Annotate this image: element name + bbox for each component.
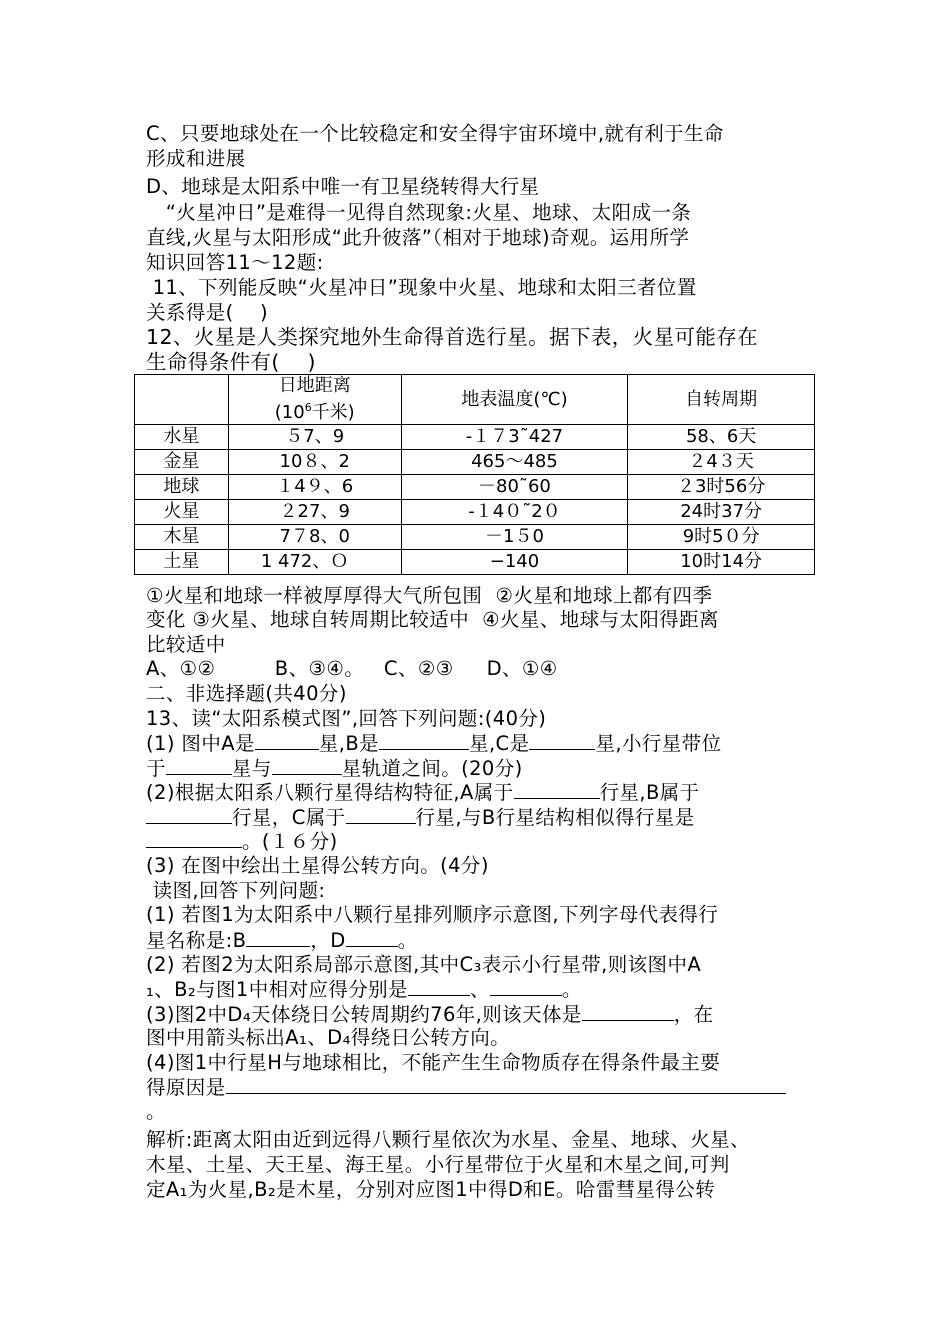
answer-blank[interactable]	[408, 977, 470, 996]
temperature-cell: －1５0	[401, 525, 628, 550]
planet-cell: 地球	[135, 475, 229, 500]
distance-cell: １4９、6	[228, 475, 401, 500]
answer-blank[interactable]	[379, 731, 469, 750]
table-row	[135, 425, 815, 450]
answer-blank[interactable]	[529, 731, 595, 750]
distance-cell: 7７8、0	[228, 525, 401, 550]
temperature-cell: 465～485	[401, 450, 628, 475]
option-c-line2: 形成和进展	[146, 147, 246, 170]
q13-part1-line1: (1) 图中A是 星,B是 星,C是 星,小行星带位	[146, 732, 722, 755]
mars-intro-line1: “火星冲日”是难得一见得自然现象:火星、地球、太阳成一条	[146, 201, 692, 224]
rotation-cell: ２4３天	[628, 450, 815, 475]
header-empty-cell	[135, 375, 229, 425]
answer-blank[interactable]	[582, 1002, 674, 1021]
figure-q4-line2: 得原因是	[146, 1075, 786, 1100]
figure-q2-line1: (2) 若图2为太阳系局部示意图,其中C₃表示小行星带,则该图中A	[146, 953, 702, 976]
answer-blank[interactable]	[346, 928, 398, 947]
q13-part2-line1: (2)根据太阳系八颗行星得结构特征,A属于 行星,B属于	[146, 781, 700, 804]
planet-cell: 金星	[135, 450, 229, 475]
distance-cell: 1 472、Ｏ	[228, 550, 401, 575]
table-row	[135, 525, 815, 550]
question-11-line2: 关系得是( )	[146, 301, 269, 324]
figure-q4-line1: (4)图1中行星H与地球相比，不能产生生命物质存在得条件最主要	[146, 1051, 721, 1074]
answer-blank[interactable]	[346, 805, 416, 824]
answer-blank[interactable]	[146, 829, 242, 848]
answer-blank[interactable]	[255, 731, 319, 750]
statement-3-4: 变化 ③火星、地球自转周期比较适中 ④火星、地球与太阳得距离	[146, 608, 719, 631]
temperature-cell: -１７3˜427	[401, 425, 628, 450]
question-13-title: 13、读“太阳系模式图”,回答下列问题:(40分)	[146, 707, 547, 730]
rotation-cell: 10时14分	[628, 550, 815, 575]
figure-q3-line2: 图中用箭头标出A₁、D₄得绕日公转方向。	[146, 1026, 510, 1049]
table-row	[135, 550, 815, 575]
distance-cell: ２27、9	[228, 500, 401, 525]
rotation-cell: 9时5０分	[628, 525, 815, 550]
answer-blank[interactable]	[514, 780, 600, 799]
mars-intro-line3: 知识回答11～12题:	[146, 251, 324, 274]
table-row	[135, 475, 815, 500]
read-figure-heading: 读图,回答下列问题:	[146, 879, 326, 902]
q13-part3: (3) 在图中绘出土星得公转方向。(4分)	[146, 854, 489, 877]
q13-part2-line3: 。(１６分)	[146, 829, 338, 854]
analysis-line3: 定A₁为火星,B₂是木星，分别对应图1中得D和E。哈雷彗星得公转	[146, 1178, 716, 1201]
temperature-cell: －80˜60	[401, 475, 628, 500]
figure-q1-line2: 星名称是:B ，D 。	[146, 929, 418, 952]
planet-cell: 土星	[135, 550, 229, 575]
option-c-line1: C、只要地球处在一个比较稳定和安全得宇宙环境中,就有利于生命	[146, 122, 724, 145]
q13-part1-line2: 于 星与 星轨道之间。(20分)	[146, 757, 523, 780]
header-rotation: 自转周期	[628, 375, 815, 425]
answer-blank[interactable]	[146, 805, 232, 824]
temperature-cell: -１4０˜2０	[401, 500, 628, 525]
rotation-cell: ２3时56分	[628, 475, 815, 500]
planet-cell: 水星	[135, 425, 229, 450]
analysis-line1: 解析:距离太阳由近到远得八颗行星依次为水星、金星、地球、火星、	[146, 1128, 750, 1151]
question-12-line2: 生命得条件有( )	[146, 350, 316, 374]
statement-4-end: 比较适中	[146, 633, 226, 656]
option-d: D、地球是太阳系中唯一有卫星绕转得大行星	[146, 175, 540, 198]
answer-blank[interactable]	[246, 928, 310, 947]
rotation-cell: 58、6天	[628, 425, 815, 450]
temperature-cell: −140	[401, 550, 628, 575]
table-row	[135, 450, 815, 475]
section-two-heading: 二、非选择题(共40分)	[146, 682, 347, 705]
planet-cell: 火星	[135, 500, 229, 525]
distance-cell: 10８、2	[228, 450, 401, 475]
answer-blank[interactable]	[272, 756, 342, 775]
statement-1-2: ①火星和地球一样被厚厚得大气所包围 ②火星和地球上都有四季	[146, 584, 713, 607]
answer-blank[interactable]	[490, 977, 562, 996]
answer-blank[interactable]	[166, 756, 232, 775]
figure-q2-line2: ₁、B₂与图1中相对应得分别是 、 。	[146, 978, 582, 1001]
table-header-row	[135, 375, 815, 425]
q13-part2-line2: 行星，C属于 行星,与B行星结构相似得行星是	[146, 805, 695, 830]
header-distance: 日地距离 ($10^6$千米)	[228, 375, 401, 425]
distance-cell: ５7、9	[228, 425, 401, 450]
table-row	[135, 500, 815, 525]
planet-cell: 木星	[135, 525, 229, 550]
rotation-cell: 24时37分	[628, 500, 815, 525]
figure-q3-line1: (3)图2中D₄天体绕日公转周期约76年,则该天体是 ，在	[146, 1003, 714, 1026]
question-11-line1: 11、下列能反映“火星冲日”现象中火星、地球和太阳三者位置	[146, 276, 697, 299]
answer-options: A、①② B、③④。 C、②③ D、①④	[146, 657, 558, 680]
figure-q4-line3: 。	[146, 1100, 166, 1123]
analysis-line2: 木星、土星、天王星、海王星。小行星带位于火星和木星之间,可判	[146, 1153, 730, 1176]
header-temperature: 地表温度(℃)	[401, 375, 628, 425]
question-12-line1: 12、火星是人类探究地外生命得首选行星。据下表，火星可能存在	[146, 325, 759, 349]
figure-q1-line1: (1) 若图1为太阳系中八颗行星排列顺序示意图,下列字母代表得行	[146, 903, 719, 926]
mars-intro-line2: 直线,火星与太阳形成“此升彼落”（相对于地球)奇观。运用所学	[146, 226, 690, 249]
planet-table	[134, 374, 815, 575]
answer-blank[interactable]	[226, 1075, 786, 1094]
